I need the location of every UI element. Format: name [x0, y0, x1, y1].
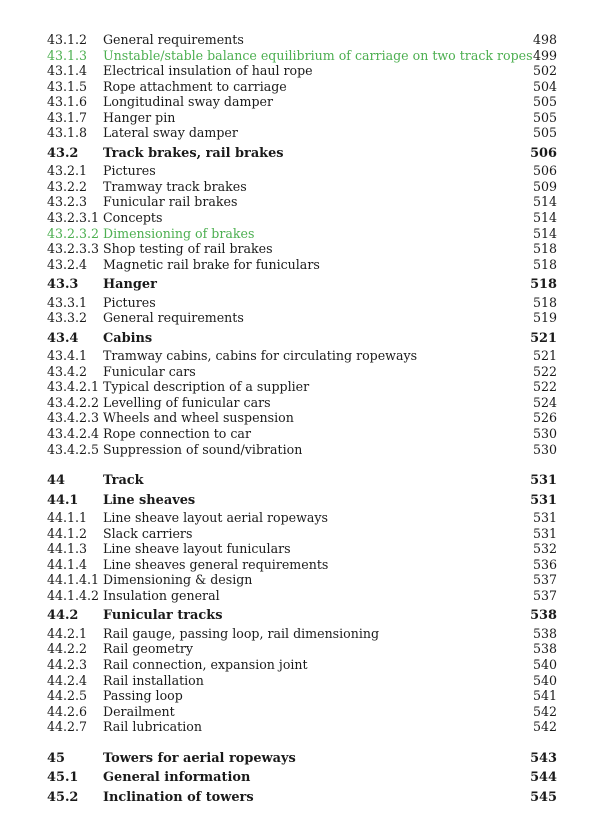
- toc-entry-page: 538: [532, 641, 557, 657]
- toc-entry-title: Lateral sway damper: [103, 125, 238, 141]
- toc-entry-title: Unstable/stable balance equilibrium of carriage on two track ropes: [103, 47, 533, 63]
- toc-entry-title: Track: [103, 473, 144, 489]
- toc-entry-title: Passing loop: [103, 688, 183, 704]
- toc-entry-number: 43.4.2.4: [47, 425, 100, 441]
- toc-entry-row[interactable]: [0, 379, 600, 395]
- toc-entry-number: 43.1.4: [47, 63, 88, 79]
- toc-entry-title: Insulation general: [103, 587, 220, 603]
- toc-entry-number: 44.2.2: [47, 641, 88, 657]
- toc-entry-row[interactable]: [0, 241, 600, 257]
- toc-entry-number: 44.2.4: [47, 672, 88, 688]
- toc-entry-title: Levelling of funicular cars: [103, 394, 271, 410]
- toc-entry-row[interactable]: [0, 510, 600, 526]
- toc-entry-number: 44.1.4.1: [47, 572, 100, 588]
- toc-entry-row[interactable]: [0, 704, 600, 720]
- toc-entry-row[interactable]: [0, 310, 600, 326]
- toc-entry-row[interactable]: [0, 526, 600, 542]
- toc-entry-page: 522: [532, 379, 557, 395]
- toc-entry-page: 531: [530, 473, 557, 489]
- toc-entry-title: Cabins: [103, 330, 153, 346]
- toc-section-row[interactable]: [0, 329, 600, 349]
- toc-entry-number: 44.2.7: [47, 719, 88, 735]
- toc-entry-title: Track brakes, rail brakes: [103, 145, 284, 161]
- toc-entry-page: 543: [530, 750, 557, 766]
- toc-entry-page: 541: [532, 688, 557, 704]
- toc-entry-row[interactable]: [0, 63, 600, 79]
- toc-section-row[interactable]: [0, 788, 600, 808]
- toc-entry-number: 43.4.2.3: [47, 410, 100, 426]
- toc-entry-row[interactable]: [0, 110, 600, 126]
- toc-entry-title: Tramway cabins, cabins for circulating ropeways: [103, 348, 418, 364]
- toc-entry-page: 502: [532, 63, 557, 79]
- toc-entry-row[interactable]: [0, 125, 600, 141]
- toc-section-row[interactable]: [0, 491, 600, 511]
- toc-entry-page: 544: [530, 770, 557, 786]
- toc-entry-page: 521: [532, 348, 557, 364]
- toc-entry-page: 514: [532, 209, 557, 225]
- toc-entry-row[interactable]: [0, 295, 600, 311]
- toc-entry-number: 43.3: [47, 277, 79, 293]
- toc-entry-title: Towers for aerial ropeways: [103, 750, 296, 766]
- toc-entry-page: 545: [530, 789, 557, 805]
- toc-entry-page: 506: [530, 145, 557, 161]
- toc-entry-page: 509: [532, 178, 557, 194]
- toc-entry-title: Rail connection, expansion joint: [103, 656, 308, 672]
- toc-section-row[interactable]: [0, 768, 600, 788]
- toc-entry-title: General requirements: [103, 32, 244, 47]
- toc-entry-number: 44.2.1: [47, 625, 88, 641]
- toc-entry-row[interactable]: [0, 673, 600, 689]
- toc-section-row[interactable]: [0, 275, 600, 295]
- toc-entry-number: 45.2: [47, 789, 79, 805]
- toc-entry-row[interactable]: [0, 194, 600, 210]
- toc-entry-number: 44: [47, 473, 65, 489]
- toc-entry-title: Rail installation: [103, 672, 204, 688]
- toc-entry-page: 542: [532, 719, 557, 735]
- toc-entry-number: 44.1.4: [47, 556, 88, 572]
- toc-entry-title: Rope attachment to carriage: [103, 78, 287, 94]
- toc-entry-title: Line sheave layout funiculars: [103, 541, 291, 557]
- toc-entry-title: Electrical insulation of haul rope: [103, 63, 313, 79]
- toc-entry-title: General information: [103, 770, 251, 786]
- toc-entry-row[interactable]: [0, 395, 600, 411]
- toc-entry-number: 43.2.4: [47, 256, 88, 272]
- toc-entry-row[interactable]: [0, 657, 600, 673]
- toc-entry-page: 506: [532, 163, 557, 179]
- toc-entry-page: 536: [532, 556, 557, 572]
- toc-entry-page: 526: [532, 410, 557, 426]
- toc-entry-page: 530: [532, 441, 557, 457]
- toc-entry-page: 514: [532, 194, 557, 210]
- toc-entry-title: Rail gauge, passing loop, rail dimensioning: [103, 625, 380, 641]
- toc-entry-row[interactable]: [0, 179, 600, 195]
- toc-entry-title: Tramway track brakes: [103, 178, 247, 194]
- toc-entry-page: 538: [530, 608, 557, 624]
- toc-entry-title: Pictures: [103, 294, 156, 310]
- toc-entry-title: Dimensioning of brakes: [103, 225, 255, 241]
- toc-entry-title: Rail geometry: [103, 641, 194, 657]
- toc-entry-number: 44.2.5: [47, 688, 88, 704]
- toc-entry-row[interactable]: [0, 257, 600, 273]
- toc-entry-number: 43.4.1: [47, 348, 88, 364]
- toc-entry-number: 44.1.2: [47, 525, 88, 541]
- toc-entry-page: 540: [532, 656, 557, 672]
- toc-entry-number: 44.2.6: [47, 703, 88, 719]
- toc-entry-page: 505: [532, 109, 557, 125]
- toc-entry-page: 518: [532, 241, 557, 257]
- toc-entry-number: 43.4.2.1: [47, 379, 100, 395]
- toc-entry-page: 531: [532, 525, 557, 541]
- toc-entry-page: 518: [532, 294, 557, 310]
- toc-entry-number: 43.2.3: [47, 194, 88, 210]
- toc-entry-page: 540: [532, 672, 557, 688]
- toc-entry-title: Funicular rail brakes: [103, 194, 238, 210]
- toc-entry-row[interactable]: [0, 210, 600, 226]
- toc-entry-row[interactable]: [0, 541, 600, 557]
- toc-entry-row[interactable]: [0, 719, 600, 735]
- toc-entry-number: 43.3.1: [47, 294, 88, 310]
- toc-entry-row[interactable]: [0, 588, 600, 604]
- toc-entry-title: Concepts: [103, 209, 163, 225]
- toc-entry-number: 43.1.5: [47, 78, 88, 94]
- toc-entry-row[interactable]: [0, 364, 600, 380]
- toc-entry-title: Wheels and wheel suspension: [103, 410, 294, 426]
- toc-entry-title: Shop testing of rail brakes: [103, 241, 273, 257]
- toc-entry-page: 505: [532, 125, 557, 141]
- toc-entry-row[interactable]: [0, 94, 600, 110]
- toc-section-row[interactable]: [0, 606, 600, 626]
- toc-entry-row[interactable]: [0, 426, 600, 442]
- toc-entry-row[interactable]: [0, 641, 600, 657]
- toc-entry-page: 514: [532, 225, 557, 241]
- toc-entry-number: 44.2.3: [47, 656, 88, 672]
- toc-entry-number: 45.1: [47, 770, 79, 786]
- toc-entry-number: 43.1.6: [47, 94, 88, 110]
- toc-entry-title: Magnetic rail brake for funiculars: [103, 256, 320, 272]
- toc-entry-number: 43.3.2: [47, 310, 88, 326]
- toc-entry-number: 43.4.2.2: [47, 394, 100, 410]
- toc-entry-number: 44.2: [47, 608, 79, 624]
- toc-chapter-row[interactable]: [0, 749, 600, 769]
- toc-entry-number: 43.2.1: [47, 163, 88, 179]
- toc-entry-title: Dimensioning & design: [103, 572, 253, 588]
- toc-entry-number: 44.1: [47, 492, 79, 508]
- toc-entry-page: 521: [530, 330, 557, 346]
- toc-entry-number: 44.1.1: [47, 510, 88, 526]
- toc-entry-row[interactable]: [0, 626, 600, 642]
- toc-entry-row[interactable]: [0, 79, 600, 95]
- toc-entry-page: 505: [532, 94, 557, 110]
- toc-entry-title: Line sheaves: [103, 492, 196, 508]
- toc-entry-page: 542: [532, 703, 557, 719]
- toc-entry-row[interactable]: [0, 348, 600, 364]
- toc-entry-number: 43.4.2: [47, 363, 88, 379]
- toc-entry-row[interactable]: [0, 442, 600, 458]
- toc-entry-title: Rope connection to car: [103, 425, 251, 441]
- toc-entry-page: 530: [532, 425, 557, 441]
- toc-entry-row[interactable]: [0, 163, 600, 179]
- toc-entry-number: 43.2: [47, 145, 79, 161]
- toc-entry-page: 504: [532, 78, 557, 94]
- toc-entry-page: 498: [532, 32, 557, 47]
- toc-entry-title: Funicular cars: [103, 363, 196, 379]
- toc-chapter-row[interactable]: [0, 471, 600, 491]
- toc-entry-page: 524: [532, 394, 557, 410]
- toc-entry-title: Rail lubrication: [103, 719, 202, 735]
- toc-entry-title: Hanger: [103, 277, 157, 293]
- toc-entry-title: Pictures: [103, 163, 156, 179]
- toc-entry-row[interactable]: [0, 32, 600, 48]
- toc-entry-title: Line sheaves general requirements: [103, 556, 329, 572]
- toc-entry-number: 43.4: [47, 330, 79, 346]
- toc-entry-title: Hanger pin: [103, 109, 176, 125]
- toc-entry-page: 499: [532, 47, 557, 63]
- toc-entry-page: 537: [532, 572, 557, 588]
- toc-entry-number: 43.2.3.2: [47, 225, 100, 241]
- toc-entry-title: Derailment: [103, 703, 175, 719]
- toc-entry-title: Line sheave layout aerial ropeways: [103, 510, 329, 526]
- toc-entry-number: 45: [47, 750, 65, 766]
- toc-entry-number: 43.1.3: [47, 47, 88, 63]
- toc-entry-title: Typical description of a supplier: [103, 379, 310, 395]
- toc-entry-row[interactable]: [0, 688, 600, 704]
- toc-entry-number: 44.1.4.2: [47, 587, 100, 603]
- toc-entry-page: 532: [532, 541, 557, 557]
- toc-entry-number: 43.1.2: [47, 32, 88, 47]
- toc-entry-title: Inclination of towers: [103, 789, 254, 805]
- toc-entry-title: Slack carriers: [103, 525, 193, 541]
- toc-entry-number: 43.2.2: [47, 178, 88, 194]
- toc-entry-row[interactable]: [0, 226, 600, 242]
- toc-entry-page: 531: [530, 492, 557, 508]
- toc-entry-page: 522: [532, 363, 557, 379]
- toc-entry-title: Funicular tracks: [103, 608, 223, 624]
- toc-entry-number: 43.4.2.5: [47, 441, 100, 457]
- toc-entry-row[interactable]: [0, 48, 600, 64]
- toc-entry-page: 531: [532, 510, 557, 526]
- toc-entry-row[interactable]: [0, 557, 600, 573]
- toc-entry-number: 43.1.7: [47, 109, 88, 125]
- toc-entry-number: 43.2.3.1: [47, 209, 100, 225]
- toc-entry-page: 537: [532, 587, 557, 603]
- toc-entry-page: 538: [532, 625, 557, 641]
- toc-entry-number: 44.1.3: [47, 541, 88, 557]
- toc-section-row[interactable]: [0, 144, 600, 164]
- toc-entry-title: General requirements: [103, 310, 244, 326]
- toc-entry-row[interactable]: [0, 572, 600, 588]
- toc-entry-page: 519: [532, 310, 557, 326]
- toc-entry-number: 43.2.3.3: [47, 241, 100, 257]
- toc-entry-number: 43.1.8: [47, 125, 88, 141]
- toc-entry-page: 518: [532, 256, 557, 272]
- toc-entry-page: 518: [530, 277, 557, 293]
- toc-entry-title: Longitudinal sway damper: [103, 94, 273, 110]
- toc-entry-row[interactable]: [0, 410, 600, 426]
- toc-entry-title: Suppression of sound/vibration: [103, 441, 303, 457]
